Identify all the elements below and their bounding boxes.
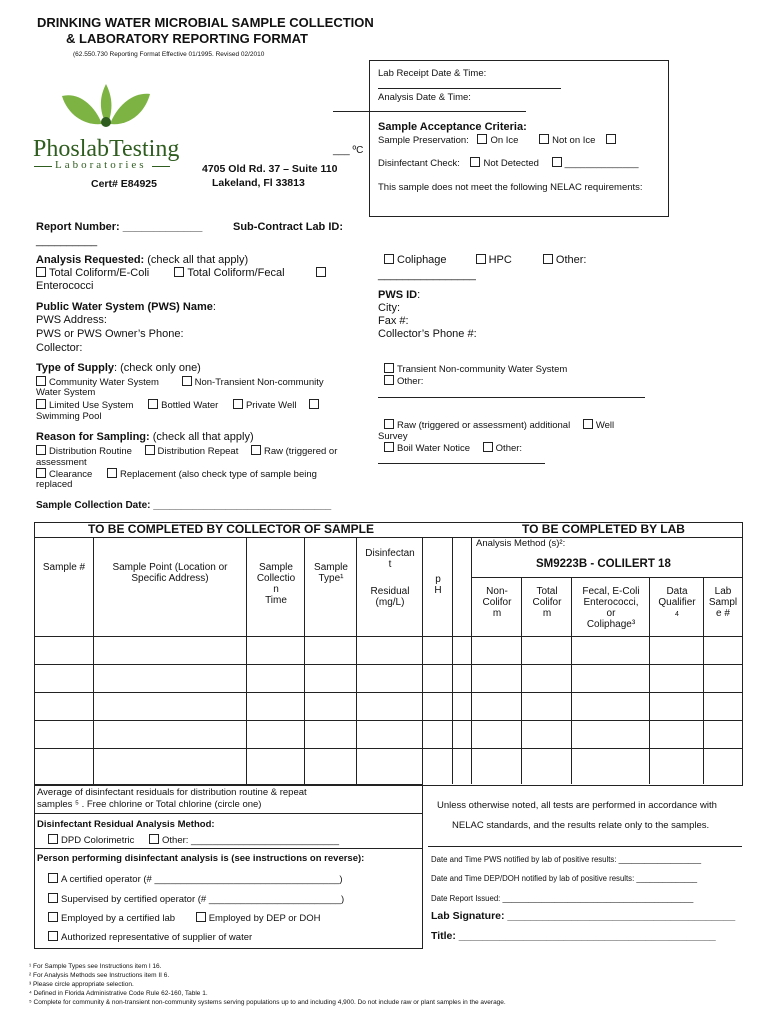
disinfectant-check-row: Disinfectant Check: Not Detected ______________ bbox=[378, 158, 639, 169]
col-qualifier-sup: 4 bbox=[675, 611, 679, 618]
analysis-method-label: Analysis Method (s)²: bbox=[476, 538, 566, 549]
limited-use-checkbox[interactable] bbox=[36, 399, 46, 409]
pws-phone-label: PWS or PWS Owner’s Phone: bbox=[36, 328, 184, 340]
coliphage-checkbox[interactable] bbox=[384, 254, 394, 264]
clearance-label: Clearance bbox=[49, 469, 93, 480]
report-number-field[interactable]: Report Number: _____________ bbox=[36, 221, 203, 233]
employed-dep-label: Employed by DEP or DOH bbox=[208, 913, 321, 924]
unless-noted-line1: Unless otherwise noted, all tests are performed in accordance with bbox=[437, 800, 717, 811]
supply-other-row bbox=[384, 375, 423, 387]
analysis-date-field[interactable] bbox=[333, 111, 526, 112]
type-of-supply-note: : (check only one) bbox=[114, 362, 201, 374]
footnote-4: ⁴ Defined in Florida Administrative Code Rule 62-160, Table 1. bbox=[29, 990, 208, 997]
fax-label: Fax #: bbox=[378, 315, 409, 327]
routine-checkbox[interactable] bbox=[36, 445, 46, 455]
total-fecal-checkbox[interactable] bbox=[174, 267, 184, 277]
swimming-pool-label: Swimming Pool bbox=[36, 411, 102, 422]
routine-label: Distribution Routine bbox=[49, 446, 132, 457]
authorized-checkbox[interactable] bbox=[48, 931, 58, 941]
logo-subtitle: Laboratories bbox=[55, 159, 147, 171]
community-checkbox[interactable] bbox=[36, 376, 46, 386]
analysis-method-name: SM9223B - COLILERT 18 bbox=[536, 558, 671, 570]
replaced-label: replaced bbox=[36, 479, 73, 490]
analysis-requested bbox=[36, 254, 248, 266]
cert-number: Cert# E84925 bbox=[91, 178, 157, 190]
extra-checkbox[interactable] bbox=[606, 134, 616, 144]
collector-label: Collector: bbox=[36, 342, 83, 354]
lab-receipt-label: Lab Receipt Date & Time: bbox=[378, 68, 487, 79]
enterococci-label: Enterococci bbox=[36, 280, 94, 292]
non-transient-checkbox[interactable] bbox=[182, 376, 192, 386]
lab-title-field[interactable]: Title: ____________________________________________ bbox=[431, 930, 716, 942]
survey-label: Survey bbox=[378, 431, 408, 442]
non-transient-label: Non-Transient Non-community bbox=[194, 377, 324, 388]
raw-triggered-checkbox[interactable] bbox=[251, 445, 261, 455]
total-fecal-label: Total Coliform/Fecal bbox=[187, 267, 285, 279]
col-qualifier-label: Data Qualifier bbox=[658, 586, 696, 608]
dpd-checkbox[interactable] bbox=[48, 834, 58, 844]
supply-other-label: Other: bbox=[397, 376, 424, 387]
hpc-checkbox[interactable] bbox=[476, 254, 486, 264]
type-of-supply-title: Type of Supply bbox=[36, 362, 115, 374]
employed-lab-label: Employed by a certified lab bbox=[61, 913, 176, 924]
transient-row bbox=[384, 363, 567, 375]
bottled-water-checkbox[interactable] bbox=[148, 399, 158, 409]
water-system-label: Water System bbox=[36, 387, 96, 398]
certified-operator-field[interactable]: A certified operator (# ___________________________________) bbox=[61, 874, 343, 885]
type-of-supply bbox=[36, 362, 201, 374]
report-issued-field[interactable]: Date Report Issued: ____________________________________________ bbox=[431, 894, 694, 903]
not-on-ice-checkbox[interactable] bbox=[539, 134, 549, 144]
not-on-ice-label: Not on Ice bbox=[552, 135, 596, 146]
well-checkbox[interactable] bbox=[583, 419, 593, 429]
avg-residuals-line2: samples ⁵ . Free chlorine or Total chlorine (circle one) bbox=[37, 799, 262, 810]
employed-row bbox=[48, 912, 320, 924]
collector-header: TO BE COMPLETED BY COLLECTOR OF SAMPLE bbox=[88, 522, 375, 536]
private-well-checkbox[interactable] bbox=[233, 399, 243, 409]
replacement-checkbox[interactable] bbox=[107, 468, 117, 478]
pws-id-title: PWS ID bbox=[378, 289, 418, 301]
detected-checkbox[interactable] bbox=[552, 157, 562, 167]
nelac-requirements-label: This sample does not meet the following NELAC requirements: bbox=[378, 182, 643, 193]
certified-operator-checkbox[interactable] bbox=[48, 873, 58, 883]
lab-header: TO BE COMPLETED BY LAB bbox=[522, 522, 685, 536]
on-ice-checkbox[interactable] bbox=[477, 134, 487, 144]
swimming-pool-checkbox[interactable] bbox=[309, 399, 319, 409]
authorized-row bbox=[48, 931, 252, 943]
method-other-checkbox[interactable] bbox=[149, 834, 159, 844]
boil-water-checkbox[interactable] bbox=[384, 442, 394, 452]
col-ph: p H bbox=[434, 574, 442, 596]
clearance-checkbox[interactable] bbox=[36, 468, 46, 478]
col-residual: Residual (mg/L) bbox=[370, 586, 410, 608]
reason-other-field[interactable] bbox=[378, 463, 545, 464]
pws-name-title: Public Water System (PWS) Name bbox=[36, 301, 213, 313]
pws-notified-field[interactable]: Date and Time PWS notified by lab of positive results: ___________________ bbox=[431, 855, 702, 864]
transient-label: Transient Non-community Water System bbox=[397, 364, 568, 375]
avg-residuals-line1: Average of disinfectant residuals for distribution routine & repeat bbox=[37, 787, 307, 798]
analysis-date-label: Analysis Date & Time: bbox=[378, 92, 471, 103]
limited-use-label: Limited Use System bbox=[49, 400, 134, 411]
form-title-line1: DRINKING WATER MICROBIAL SAMPLE COLLECTION bbox=[37, 15, 374, 30]
form-title-line2: & LABORATORY REPORTING FORMAT bbox=[66, 31, 308, 46]
authorized-label: Authorized representative of supplier of water bbox=[61, 932, 253, 943]
coliphage-label: Coliphage bbox=[397, 254, 447, 266]
col-disinfectant: Disinfectan t bbox=[365, 548, 415, 570]
form-subtitle: (62.550.730 Reporting Format Effective 01/1995. Revised 02/2010 bbox=[73, 51, 265, 58]
supply-other-field[interactable] bbox=[378, 397, 645, 398]
logo-name: PhoslabTesting bbox=[33, 136, 180, 162]
replacement-label: Replacement (also check type of sample being bbox=[119, 469, 317, 480]
employed-lab-checkbox[interactable] bbox=[48, 912, 58, 922]
col-data-qualifier bbox=[650, 586, 704, 619]
pws-name-label: Public Water System (PWS) Name: bbox=[36, 301, 216, 313]
reason-right-row-1 bbox=[384, 419, 614, 431]
raw-additional-checkbox[interactable] bbox=[384, 419, 394, 429]
footnote-2: ² For Analysis Methods see Instructions item II 6. bbox=[29, 972, 170, 979]
footnote-1: ¹ For Sample Types see Instructions item I 16. bbox=[29, 963, 162, 970]
subcontract-field[interactable]: __________ bbox=[36, 235, 98, 247]
col-sample-number: Sample # bbox=[42, 562, 86, 573]
method-other-field[interactable]: Other: ____________________________ bbox=[162, 835, 339, 846]
supply-row-2 bbox=[36, 399, 322, 411]
not-detected-label: Not Detected bbox=[483, 158, 539, 169]
lab-receipt-field[interactable] bbox=[378, 88, 561, 89]
reason-row-2 bbox=[36, 468, 317, 480]
reason-note: (check all that apply) bbox=[149, 431, 254, 443]
community-label: Community Water System bbox=[49, 377, 159, 388]
not-detected-checkbox[interactable] bbox=[470, 157, 480, 167]
col-sample-type: Sample Type¹ bbox=[314, 562, 348, 584]
bottled-water-label: Bottled Water bbox=[161, 400, 219, 411]
pws-address-label: PWS Address: bbox=[36, 314, 107, 326]
reason-for-sampling bbox=[36, 431, 254, 443]
lab-signature-field[interactable]: Lab Signature: _______________________________________ bbox=[431, 910, 736, 922]
dep-notified-field[interactable]: Date and Time DEP/DOH notified by lab of positive results: ______________ bbox=[431, 874, 698, 883]
reason-right-row-2 bbox=[384, 442, 522, 454]
person-performing-label: Person performing disinfectant analysis is (see instructions on reverse): bbox=[37, 853, 365, 864]
collection-date-field[interactable]: Sample Collection Date: ________________________________ bbox=[36, 500, 332, 511]
analysis-options bbox=[36, 267, 329, 279]
reason-row-1 bbox=[36, 445, 337, 457]
assessment-label: assessment bbox=[36, 457, 87, 468]
dpd-label: DPD Colorimetric bbox=[61, 835, 135, 846]
analysis-options-right bbox=[384, 254, 586, 266]
col-fecal: Fecal, E-Coli Enterococci, or Coliphage³ bbox=[582, 586, 640, 630]
hpc-label: HPC bbox=[488, 254, 512, 266]
sample-preservation-label: Sample Preservation: bbox=[378, 135, 469, 146]
col-non-coliform: Non- Colifor m bbox=[482, 586, 512, 619]
supply-other-checkbox[interactable] bbox=[384, 375, 394, 385]
reason-title: Reason for Sampling: bbox=[36, 431, 150, 443]
col-collection-time: Sample Collectio n Time bbox=[256, 562, 296, 606]
city-label: City: bbox=[378, 302, 400, 314]
unless-noted-line2: NELAC standards, and the results relate only to the samples. bbox=[452, 820, 710, 831]
supervised-field[interactable]: Supervised by certified operator (# _________________________) bbox=[61, 894, 345, 905]
analysis-requested-note: (check all that apply) bbox=[144, 254, 249, 266]
analysis-method-title: Disinfectant Residual Analysis Method: bbox=[37, 819, 215, 830]
phoslab-leaf-logo bbox=[58, 74, 178, 136]
disinfectant-check-label: Disinfectant Check: bbox=[378, 158, 460, 169]
repeat-checkbox[interactable] bbox=[145, 445, 155, 455]
on-ice-label: On Ice bbox=[490, 135, 519, 146]
lab-address-1: 4705 Old Rd. 37 – Suite 110 bbox=[202, 163, 338, 175]
subcontract-label: Sub-Contract Lab ID: bbox=[233, 221, 343, 233]
raw-additional-label: Raw (triggered or assessment) additional bbox=[397, 420, 571, 431]
private-well-label: Private Well bbox=[245, 400, 297, 411]
employed-dep-checkbox[interactable] bbox=[196, 912, 206, 922]
col-lab-sample: Lab Sampl e # bbox=[708, 586, 738, 619]
footnote-5: ⁵ Complete for community & non-transient non-community systems serving populations up to and including 4,900. Do not include raw or plant samples in the average. bbox=[29, 999, 506, 1006]
total-ecoli-label: Total Coliform/E-Coli bbox=[49, 267, 150, 279]
footnote-3: ³ Please circle appropriate selection. bbox=[29, 981, 134, 988]
sample-preservation-row bbox=[378, 134, 619, 146]
enterococci-checkbox[interactable] bbox=[316, 267, 326, 277]
col-sample-point: Sample Point (Location or Specific Address) bbox=[112, 562, 228, 584]
supervised-checkbox[interactable] bbox=[48, 893, 58, 903]
reason-other-checkbox[interactable] bbox=[483, 442, 493, 452]
raw-triggered-label: Raw (triggered or bbox=[263, 446, 338, 457]
transient-checkbox[interactable] bbox=[384, 363, 394, 373]
col-total-coliform: Total Colifor m bbox=[532, 586, 562, 619]
repeat-label: Distribution Repeat bbox=[157, 446, 239, 457]
other-analysis-checkbox[interactable] bbox=[543, 254, 553, 264]
analysis-requested-title: Analysis Requested: bbox=[36, 254, 145, 266]
certified-operator-row bbox=[48, 873, 343, 885]
method-options bbox=[48, 834, 339, 846]
total-ecoli-checkbox[interactable] bbox=[36, 267, 46, 277]
other-analysis-label: Other: bbox=[555, 254, 587, 266]
supervised-row bbox=[48, 893, 344, 905]
boil-water-label: Boil Water Notice bbox=[397, 443, 471, 454]
acceptance-criteria-title: Sample Acceptance Criteria: bbox=[378, 121, 527, 133]
other-analysis-field[interactable]: ________________ bbox=[378, 269, 476, 281]
collector-phone-label: Collector’s Phone #: bbox=[378, 328, 477, 340]
pws-id-label: PWS ID: bbox=[378, 289, 421, 301]
well-label: Well bbox=[595, 420, 615, 431]
lab-address-2: Lakeland, Fl 33813 bbox=[212, 177, 305, 189]
temperature-field[interactable]: ___ ºC bbox=[333, 145, 364, 156]
reason-other-label: Other: bbox=[495, 443, 523, 454]
